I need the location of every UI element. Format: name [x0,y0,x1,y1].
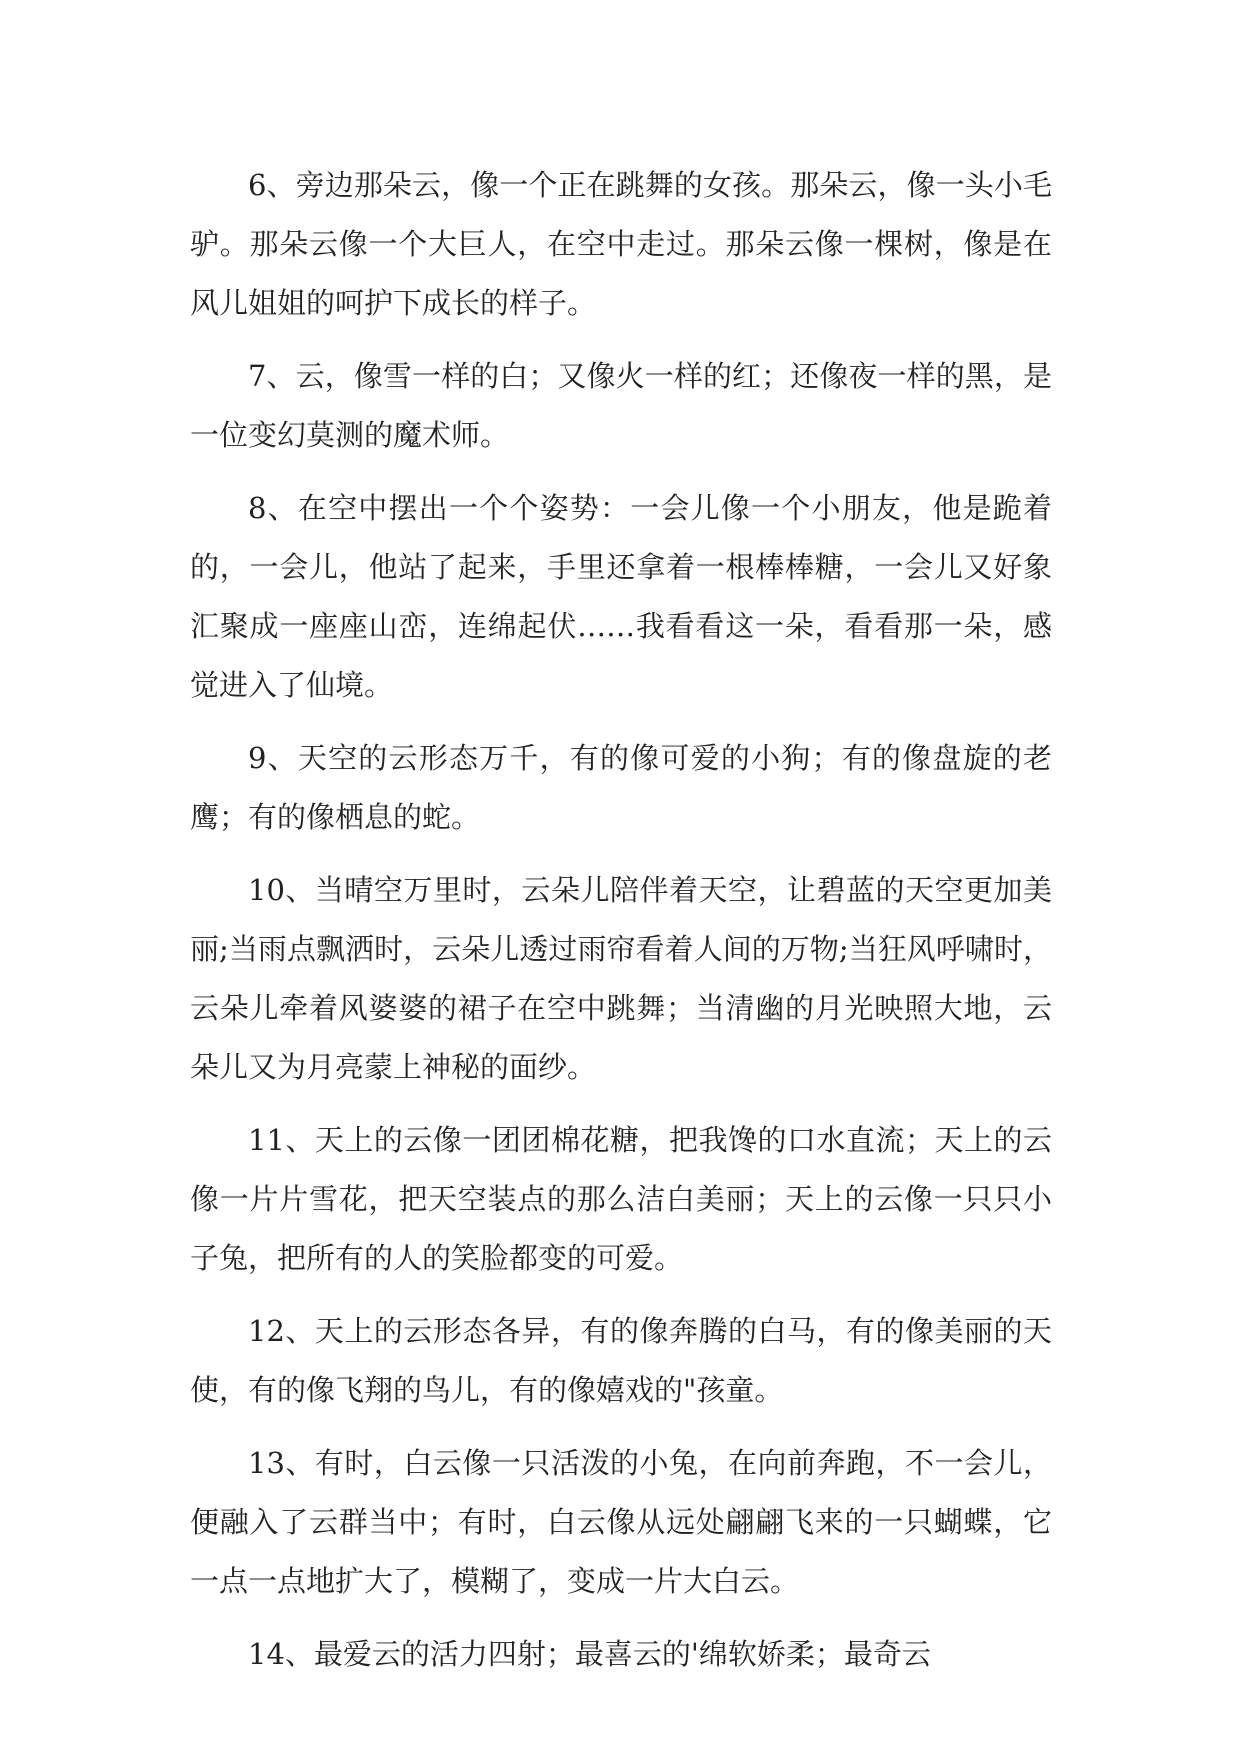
paragraph-8: 8、在空中摆出一个个姿势：一会儿像一个小朋友，他是跪着的，一会儿，他站了起来，手里还拿着一根棒棒糖，一会儿又好象汇聚成一座座山峦，连绵起伏……我看看这一朵，看看那一朵，感觉进入了仙境。 [190,491,1052,702]
paragraph-7: 7、云，像雪一样的白；又像火一样的红；还像夜一样的黑，是一位变幻莫测的魔术师。 [190,359,1052,452]
paragraph-9: 9、天空的云形态万千，有的像可爱的小狗；有的像盘旋的老鹰；有的像栖息的蛇。 [190,741,1052,834]
paragraph-14: 14、最爱云的活力四射；最喜云的'绵软娇柔；最奇云 [248,1637,931,1671]
paragraph-11: 11、天上的云像一团团棉花糖，把我馋的口水直流；天上的云像一片片雪花，把天空装点的那么洁白美丽；天上的云像一只只小子兔，把所有的人的笑脸都变的可爱。 [190,1123,1052,1275]
paragraph-6: 6、旁边那朵云，像一个正在跳舞的女孩。那朵云，像一头小毛驴。那朵云像一个大巨人，在空中走过。那朵云像一棵树，像是在风儿姐姐的呵护下成长的样子。 [190,168,1052,320]
paragraph-10: 10、当晴空万里时，云朵儿陪伴着天空，让碧蓝的天空更加美丽;当雨点飘洒时，云朵儿透过雨帘看着人间的万物;当狂风呼啸时，云朵儿牵着风婆婆的裙子在空中跳舞；当清幽的月光映照大地，云朵儿又为月亮蒙上神秘的面纱。 [190,873,1052,1084]
paragraph-12: 12、天上的云形态各异，有的像奔腾的白马，有的像美丽的天使，有的像飞翔的鸟儿，有的像嬉戏的"孩童。 [190,1314,1052,1407]
document-body [190,156,1052,1698]
paragraph-13: 13、有时，白云像一只活泼的小兔，在向前奔跑，不一会儿，便融入了云群当中；有时，白云像从远处翩翩飞来的一只蝴蝶，它一点一点地扩大了，模糊了，变成一片大白云。 [190,1446,1052,1598]
